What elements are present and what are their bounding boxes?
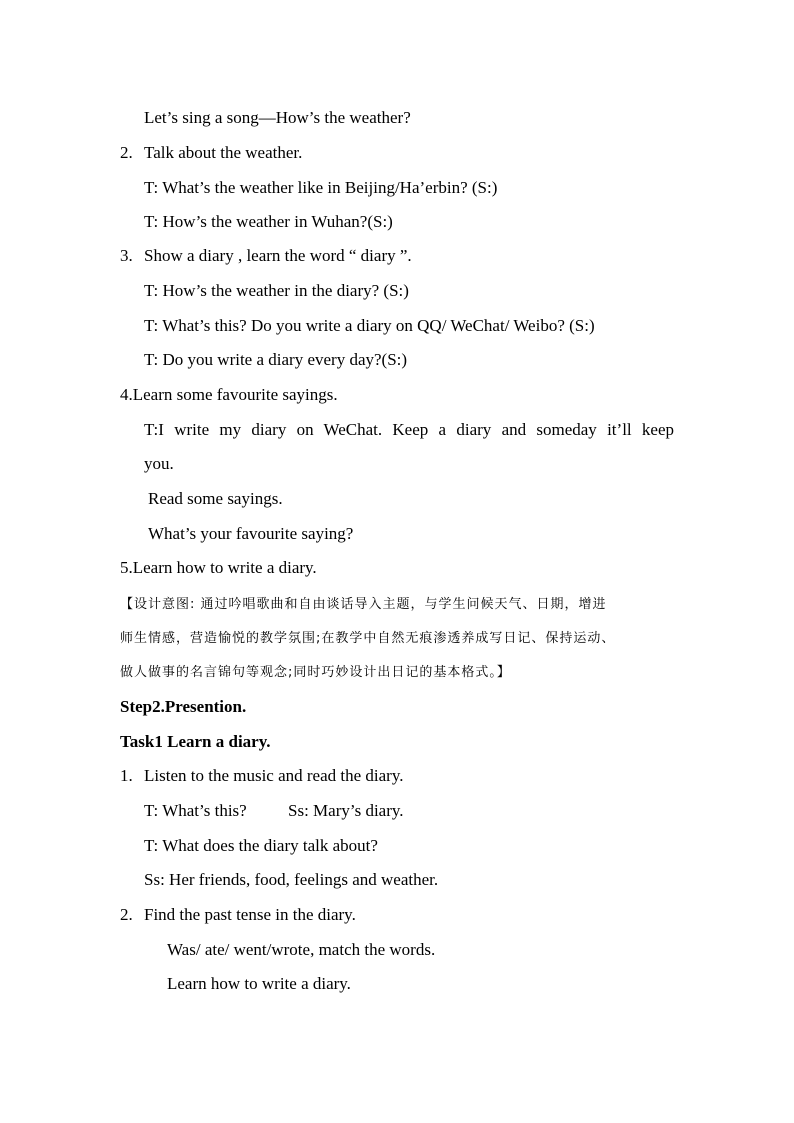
list-number: 1. xyxy=(120,766,133,785)
dialogue-line: T: How’s the weather in Wuhan?(S:) xyxy=(144,212,393,231)
dialogue-line: Ss: Her friends, food, feelings and weather. xyxy=(144,870,439,889)
dialogue-line: T:I write my diary on WeChat. Keep a diary and someday it’ll keep xyxy=(144,420,674,439)
dialogue-line: T: How’s the weather in the diary? (S:) xyxy=(144,281,409,300)
song-line: Let’s sing a song—How’s the weather? xyxy=(144,108,411,127)
list-number: 3. xyxy=(120,246,133,265)
list-number: 2. xyxy=(120,905,133,924)
dialogue-line: T: Do you write a diary every day?(S:) xyxy=(144,350,408,369)
instruction-line: Learn how to write a diary. xyxy=(167,974,351,993)
task-heading: Task1 Learn a diary. xyxy=(120,732,271,751)
dialogue-reply: Ss: Mary’s diary. xyxy=(288,801,404,820)
dialogue-line-continued: you. xyxy=(144,454,174,473)
design-intent-note: 【设计意图: 通过吟唱歌曲和自由谈话导入主题，与学生问候天气、日期，增进 xyxy=(120,597,607,612)
step-sayings: 4.Learn some favourite sayings. xyxy=(120,385,338,404)
instruction-line: What’s your favourite saying? xyxy=(148,524,354,543)
dialogue-line: T: What does the diary talk about? xyxy=(144,836,378,855)
section-heading: Step2.Presention. xyxy=(120,697,247,716)
dialogue-line: T: What’s the weather like in Beijing/Ha’erbin? (S:) xyxy=(144,178,498,197)
step-listen: Listen to the music and read the diary. xyxy=(144,766,404,785)
design-intent-note: 做人做事的名言锦句等观念;同时巧妙设计出日记的基本格式。】 xyxy=(120,665,511,680)
dialogue-line: T: What’s this? xyxy=(144,801,247,820)
design-intent-note: 师生情感，营造愉悦的教学氛围;在教学中自然无痕渗透养成写日记、保持运动、 xyxy=(120,631,616,646)
step-talk-weather: Talk about the weather. xyxy=(144,143,303,162)
list-number: 2. xyxy=(120,143,133,162)
step-show-diary: Show a diary , learn the word “ diary ”. xyxy=(144,246,412,265)
instruction-line: Read some sayings. xyxy=(148,489,283,508)
dialogue-line: T: What’s this? Do you write a diary on QQ/ WeChat/ Weibo? (S:) xyxy=(144,316,595,335)
instruction-line: Was/ ate/ went/wrote, match the words. xyxy=(167,940,436,959)
step-write-diary: 5.Learn how to write a diary. xyxy=(120,558,317,577)
step-past-tense: Find the past tense in the diary. xyxy=(144,905,356,924)
